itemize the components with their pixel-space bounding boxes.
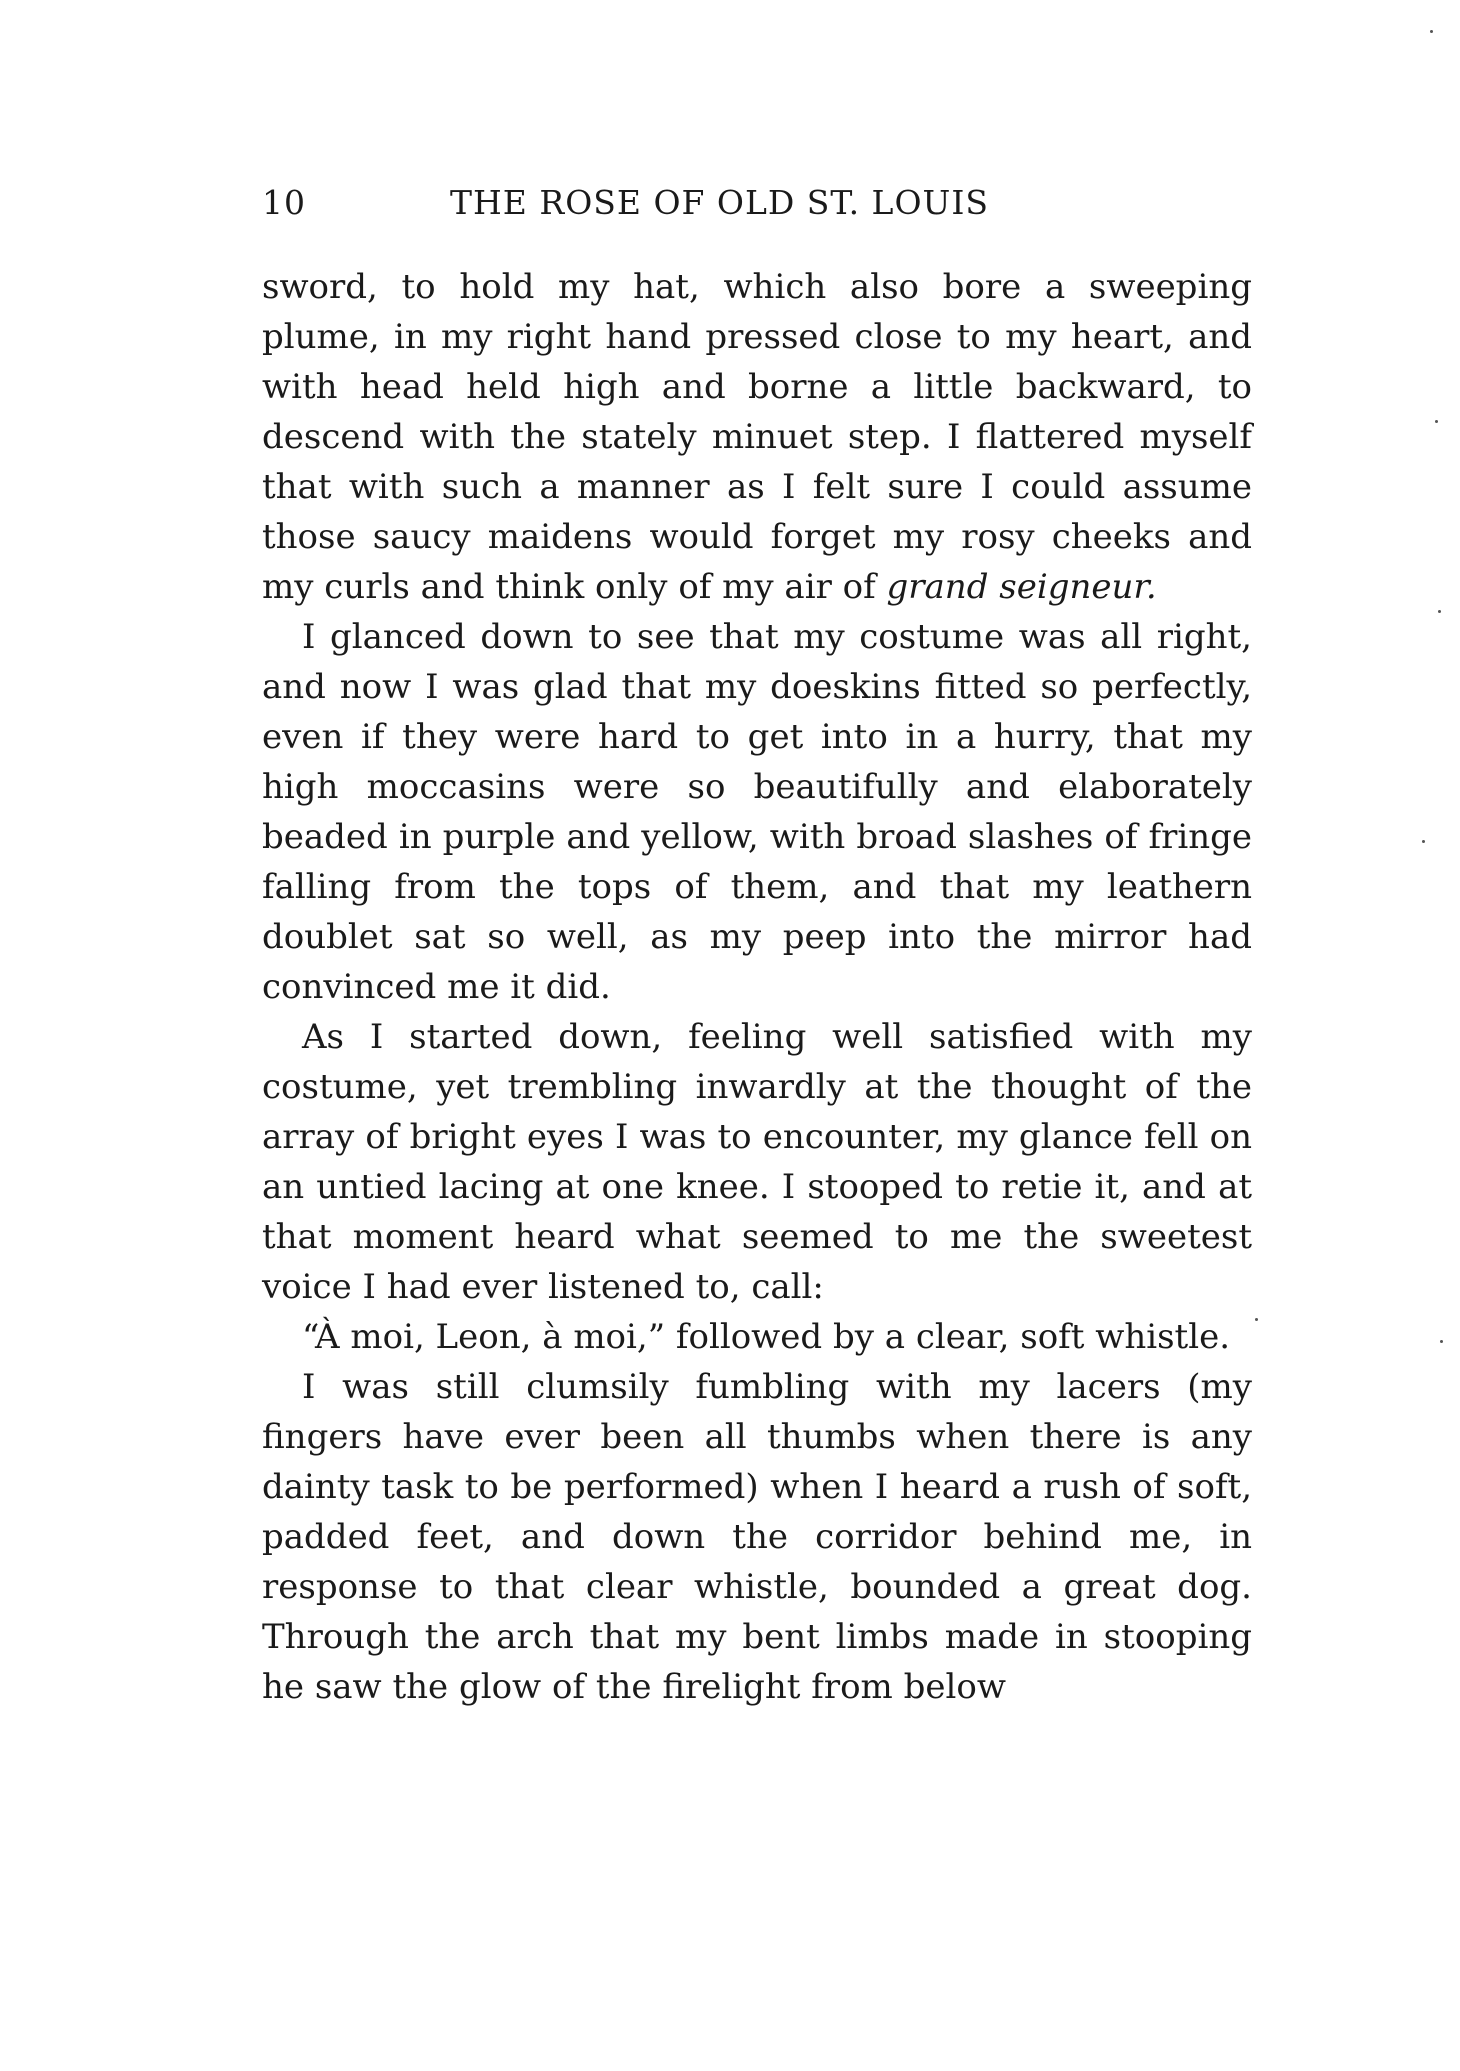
paragraph-1-text: sword, to hold my hat, which also bore a sweeping plume, in my right hand pressed close to my heart, and with head held high and borne a little backward, to descend with the stately minuet step. I flattered myself that with such a manner as I felt sure I could assume those saucy maidens would forget my rosy cheeks and my curls and think only of my air of	[262, 267, 1252, 607]
scan-speck	[1435, 420, 1438, 423]
paragraph-5: I was still clumsily fumbling with my lacers (my fingers have ever been all thumbs when there is any dainty task to be performed) when I heard a rush of soft, padded feet, and down the corridor behind me, in response to that clear whistle, bounded a great dog. Through the arch that my bent limbs made in stooping he saw the glow of the firelight from below	[262, 1367, 1252, 1707]
scan-speck	[1255, 1318, 1258, 1321]
paragraph-3: As I started down, feeling well satisfied with my costume, yet trembling inwardly at the thought of the array of bright eyes I was to encounter, my glance fell on an untied lacing at one knee. I stooped to retie it, and at that moment heard what seemed to me the sweetest voice I had ever listened to, call:	[262, 1017, 1252, 1307]
running-title: THE ROSE OF OLD ST. LOUIS	[450, 183, 989, 222]
scan-speck	[1440, 1340, 1443, 1343]
scan-speck	[1422, 840, 1425, 843]
scan-speck	[1438, 610, 1441, 613]
page-header	[262, 183, 1252, 233]
paragraph-1	[262, 262, 1252, 612]
paragraph-4: “À moi, Leon, à moi,” followed by a clear, soft whistle.	[302, 1317, 1231, 1357]
page-number: 10	[262, 183, 306, 222]
page-body	[262, 262, 1252, 1712]
paragraph-1-italic-phrase: grand seigneur.	[886, 567, 1157, 607]
paragraph-2: I glanced down to see that my costume was all right, and now I was glad that my doeskins fitted so perfectly, even if they were hard to get into in a hurry, that my high moccasins were so beautifully and elaborately beaded in purple and yellow, with broad slashes of fringe falling from the tops of them, and that my leathern doublet sat so well, as my peep into the mirror had convinced me it did.	[262, 617, 1252, 1007]
scan-speck	[1430, 30, 1433, 33]
